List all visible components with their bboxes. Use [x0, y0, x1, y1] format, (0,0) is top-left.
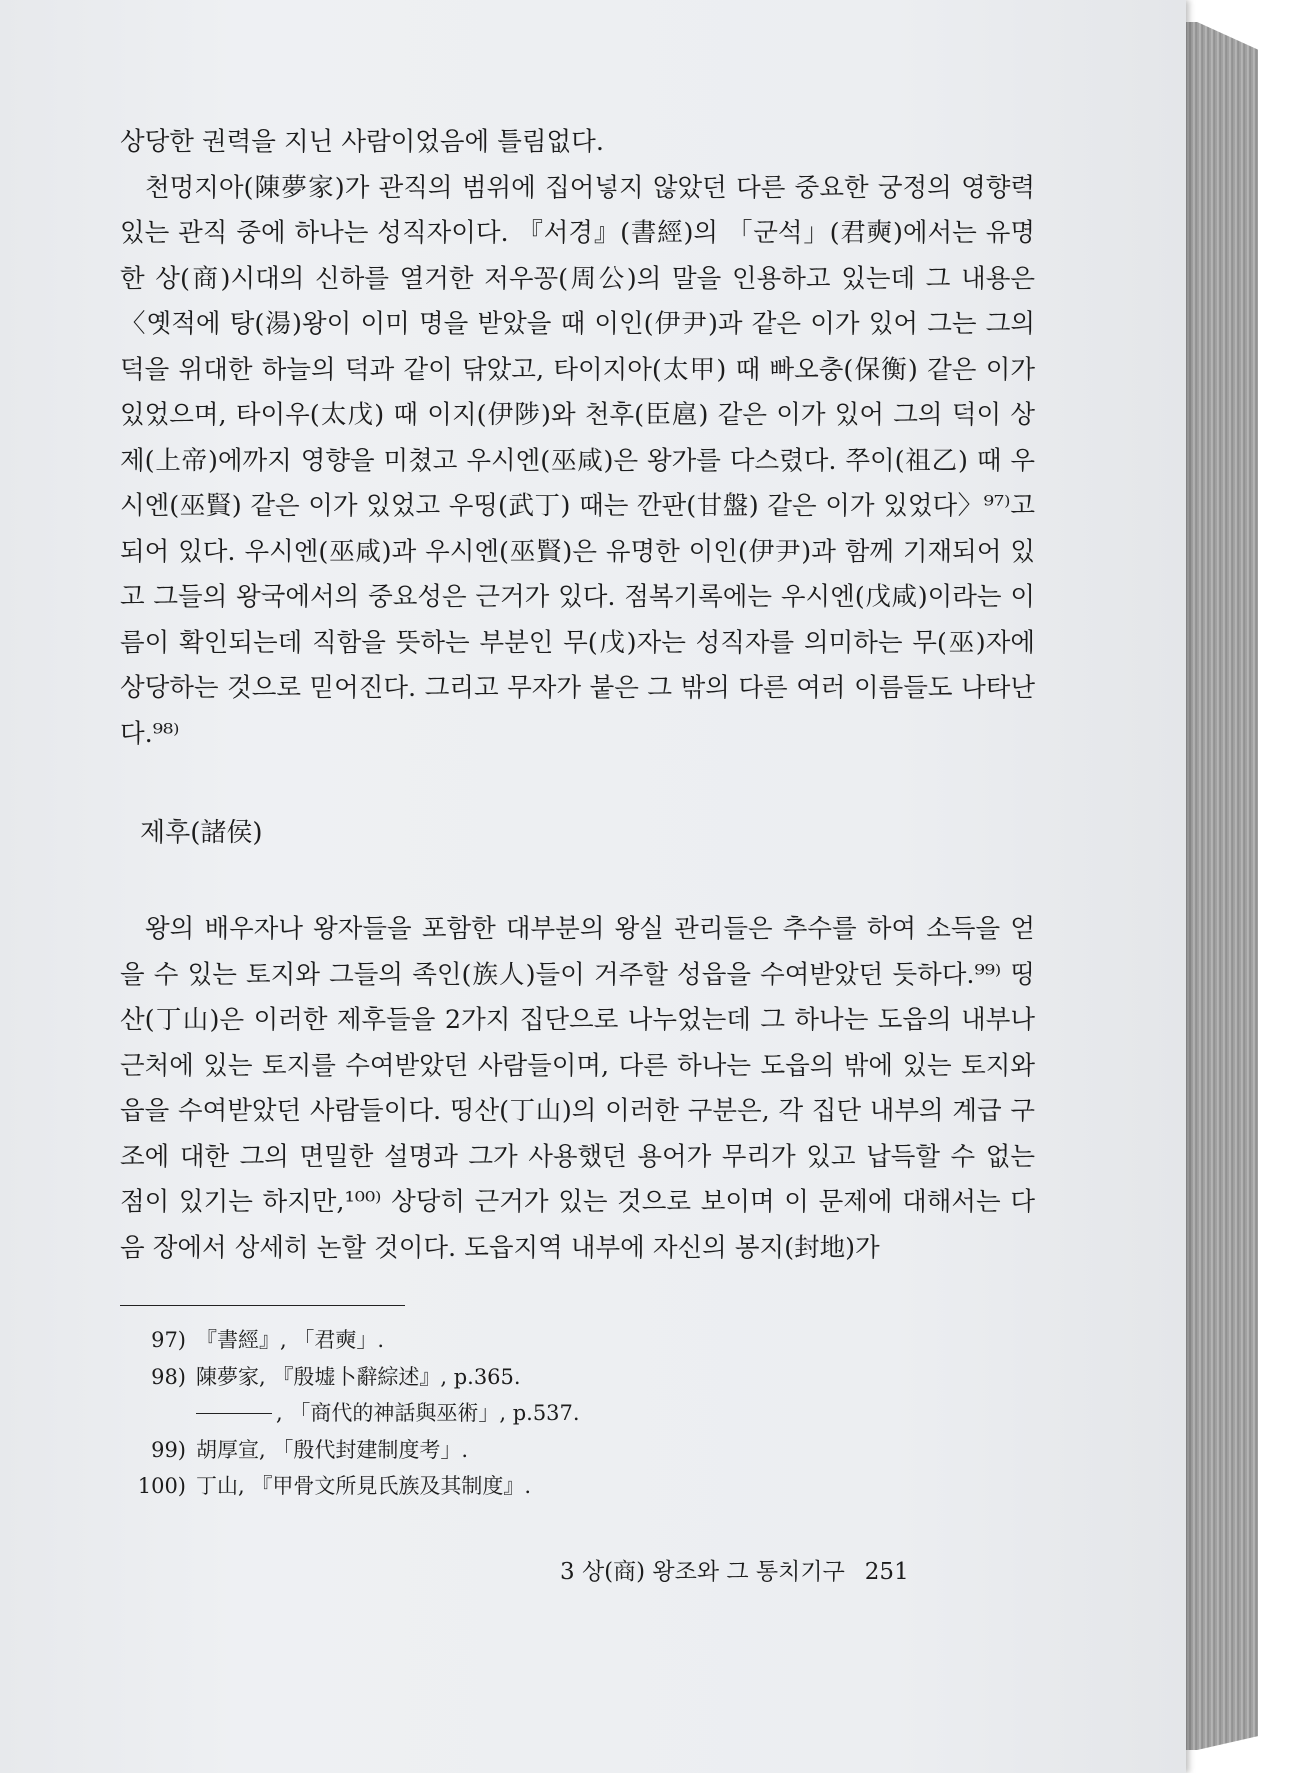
- footnote-number: [120, 1395, 196, 1432]
- footnote-99: [120, 1432, 1035, 1469]
- footnote-text: 丁山, 『甲骨文所見氏族及其制度』.: [196, 1474, 532, 1498]
- footnote-100: [120, 1468, 1035, 1505]
- footnote-98-continued: [120, 1395, 1035, 1432]
- footnote-list: [120, 1322, 1035, 1505]
- running-footer: [560, 1556, 909, 1588]
- footnote-text: 『書經』, 「君奭」.: [196, 1328, 385, 1352]
- page-content: [120, 120, 1035, 1505]
- footnote-ditto-line: [196, 1395, 272, 1414]
- chapter-title: 3 상(商) 왕조와 그 통치기구: [560, 1559, 845, 1585]
- footnote-text: , 「商代的神話與巫術」, p.537.: [276, 1401, 580, 1425]
- footnote-number: 100): [137, 1474, 186, 1498]
- footnote-97: [120, 1322, 1035, 1359]
- footnote-text: 胡厚宣, 「殷代封建制度考」.: [196, 1437, 469, 1462]
- paragraph-priests: 천멍지아(陳夢家)가 관직의 범위에 집어넣지 않았던 다른 중요한 궁정의 영향력 있는 관직 중에 하나는 성직자이다. 『서경』(書經)의 「군석」(君奭)에서는 유명한 상(商)시대의 신하를 열거한 저우꽁(周公)의 말을 인용하고 있는데 그 내용은 〈옛적에 탕(湯)왕이 이미 명을 받았을 때 이인(伊尹)과 같은 이가 있어 그는 그의 덕을 위대한 하늘의 덕과 같이 닦았고, 타이지아(太甲) 때 빠오충(保衡) 같은 이가 있었으며, 타이우(太戊) 때 이지(伊陟)와 천후(臣扈) 같은 이가 있어 그의 덕이 상제(上帝)에까지 영향을 미쳤고 우시엔(巫咸)은 왕가를 다스렸다. 쭈이(祖乙) 때 우시엔(巫賢) 같은 이가 있었고 우띵(武丁) 때는 깐판(甘盤) 같은 이가 있었다〉⁹⁷⁾고 되어 있다. 우시엔(巫咸)과 우시엔(巫賢)은 유명한 이인(伊尹)과 함께 기재되어 있고 그들의 왕국에서의 중요성은 근거가 있다. 점복기록에는 우시엔(戊咸)이라는 이름이 확인되는데 직함을 뜻하는 부분인 무(戊)자는 성직자를 의미하는 무(巫)자에 상당하는 것으로 믿어진다. 그리고 무자가 붙은 그 밖의 다른 여러 이름들도 나타난다.⁹⁸⁾: [120, 172, 1035, 749]
- book-page-edges: [1180, 22, 1258, 1750]
- page-number: 251: [864, 1559, 909, 1585]
- footnote-rule: [120, 1305, 405, 1306]
- footnote-text: 陳夢家, 『殷墟卜辭綜述』, p.365.: [196, 1364, 521, 1389]
- footnote-number: 98): [151, 1364, 186, 1389]
- footnote-number: 97): [151, 1328, 186, 1352]
- paragraph-continuation: 상당한 권력을 지닌 사람이었음에 틀림없다.: [120, 127, 604, 157]
- paragraph-feudal-lords: 왕의 배우자나 왕자들을 포함한 대부분의 왕실 관리들은 추수를 하여 소득을 얻을 수 있는 토지와 그들의 족인(族人)들이 거주할 성읍을 수여받았던 듯하다.⁹⁹⁾ 띵산(丁山)은 이러한 제후들을 2가지 집단으로 나누었는데 그 하나는 도읍의 내부나 근처에 있는 토지를 수여받았던 사람들이며, 다른 하나는 도읍의 밖에 있는 토지와 읍을 수여받았던 사람들이다. 띵산(丁山)의 이러한 구분은, 각 집단 내부의 계급 구조에 대한 그의 면밀한 설명과 그가 사용했던 용어가 무리가 있고 납득할 수 없는 점이 있기는 하지만,¹⁰⁰⁾ 상당히 근거가 있는 것으로 보이며 이 문제에 대해서는 다음 장에서 상세히 논할 것이다. 도읍지역 내부에 자신의 봉지(封地)가: [120, 914, 1035, 1263]
- section-heading: 제후(諸侯): [140, 818, 263, 848]
- footnote-98: [120, 1359, 1035, 1396]
- footnote-number: 99): [151, 1437, 186, 1462]
